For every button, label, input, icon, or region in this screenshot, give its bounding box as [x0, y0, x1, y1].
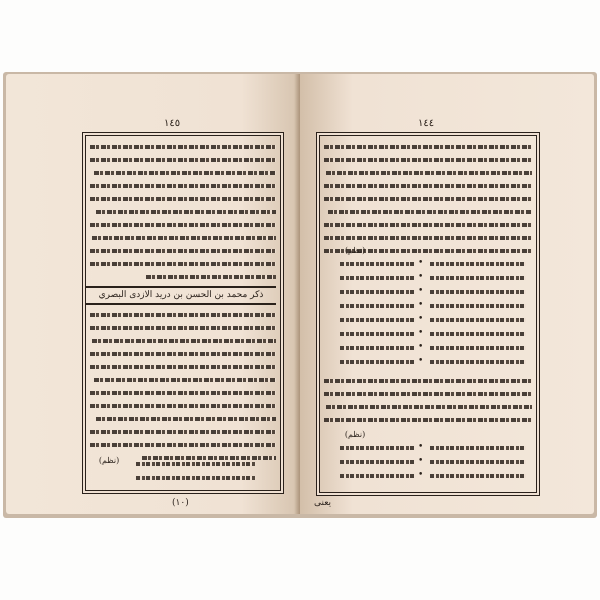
text-line: [90, 166, 276, 178]
verse-line: [340, 314, 414, 326]
text-line: [90, 205, 276, 217]
verse-line: [340, 356, 414, 368]
verse-marker: •: [418, 442, 424, 452]
verse-marker: •: [418, 286, 424, 296]
verse-line: [430, 314, 526, 326]
verse-marker: •: [418, 342, 424, 352]
verse-line: [340, 258, 414, 270]
left-upper-text: [90, 140, 276, 290]
verse-marker: •: [418, 300, 424, 310]
poem-label-2: (نظم): [344, 430, 366, 439]
text-line: [90, 218, 276, 230]
text-line: [90, 399, 276, 411]
signature-mark: (١٠): [172, 498, 189, 508]
text-line: [90, 231, 276, 243]
text-line: [90, 360, 276, 372]
verse-line: [340, 342, 414, 354]
verse-line: [340, 328, 414, 340]
text-line: [90, 192, 276, 204]
verse-line: [340, 442, 414, 454]
verse-line: [340, 286, 414, 298]
text-line: [90, 270, 276, 282]
text-line: [90, 347, 276, 359]
text-line: [324, 166, 532, 178]
section-rule-bottom: [86, 303, 276, 305]
verse-marker: •: [418, 470, 424, 480]
verse-line: [430, 456, 526, 468]
verse-marker: •: [418, 314, 424, 324]
left-lower-text: [90, 308, 276, 468]
text-line: [90, 153, 276, 165]
text-line: [90, 179, 276, 191]
verse-line: [430, 342, 526, 354]
text-line: [324, 179, 532, 191]
text-line: [324, 374, 532, 386]
text-line: [90, 308, 276, 320]
catchword: يعنى: [314, 498, 332, 508]
right-middle-text: [324, 374, 532, 434]
right-page: [300, 74, 594, 514]
text-line: [90, 140, 276, 152]
verse-line: [430, 272, 526, 284]
verse-marker: •: [418, 356, 424, 366]
verse-line: [136, 458, 256, 470]
text-line: [90, 257, 276, 269]
verse-line: [340, 456, 414, 468]
verse-line: [430, 470, 526, 482]
text-line: [324, 218, 532, 230]
text-line: [324, 387, 532, 399]
text-line: [324, 153, 532, 165]
text-line: [324, 413, 532, 425]
verse-line: [430, 442, 526, 454]
verse-marker: •: [418, 272, 424, 282]
right-page-number: ١٤٤: [418, 118, 435, 129]
text-line: [324, 400, 532, 412]
left-page-number: ١٤٥: [164, 118, 181, 129]
verse-line: [340, 470, 414, 482]
text-line: [324, 192, 532, 204]
verse-line: [430, 300, 526, 312]
verse-marker: •: [418, 258, 424, 268]
text-line: [324, 231, 532, 243]
text-line: [90, 373, 276, 385]
text-line: [90, 244, 276, 256]
verse-line: [430, 356, 526, 368]
verse-line: [430, 328, 526, 340]
poem-label-1: (نظم): [344, 246, 366, 255]
verse-line: [430, 258, 526, 270]
verse-line: [430, 286, 526, 298]
text-line: [90, 425, 276, 437]
text-line: [90, 334, 276, 346]
text-line: [90, 386, 276, 398]
text-line: [90, 321, 276, 333]
verse-line: [340, 272, 414, 284]
section-heading: ذكر محمد بن الحسن بن دريد الازدى البصري: [98, 290, 264, 300]
poem-label: (نظم): [98, 456, 120, 465]
text-line: [324, 140, 532, 152]
left-page: [6, 74, 300, 514]
verse-line: [340, 300, 414, 312]
verse-marker: •: [418, 456, 424, 466]
text-line: [90, 412, 276, 424]
verse-marker: •: [418, 328, 424, 338]
text-line: [324, 205, 532, 217]
text-line: [90, 438, 276, 450]
verse-line: [136, 472, 256, 484]
